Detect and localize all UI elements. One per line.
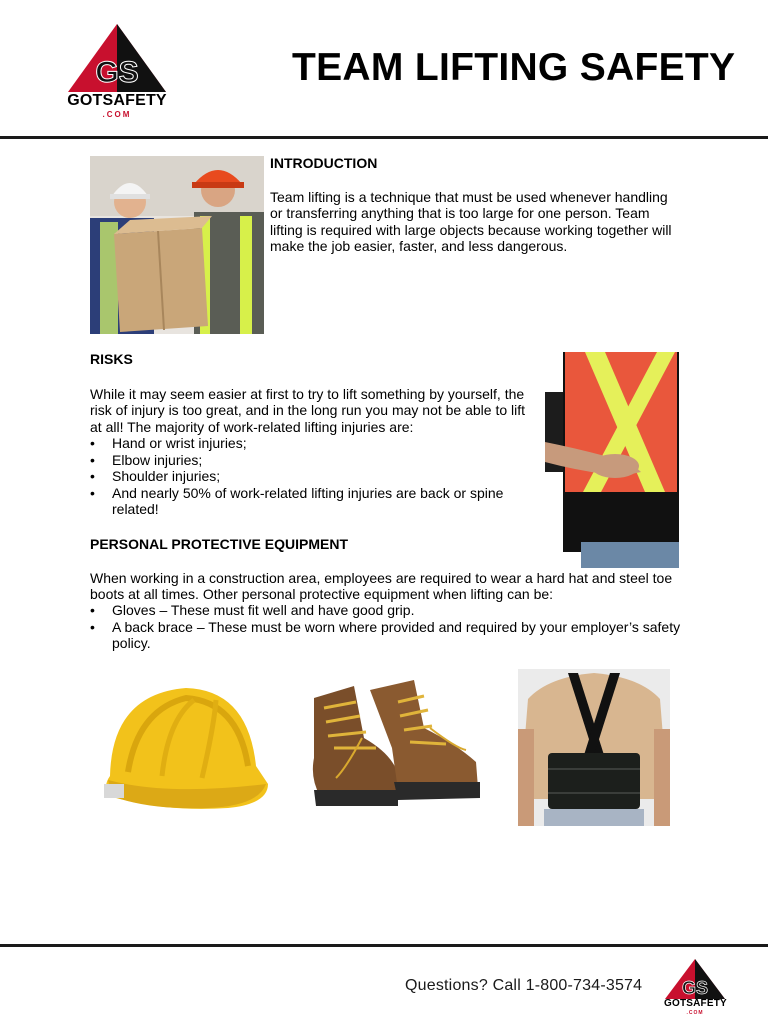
logo-wordmark: GOTSAFETY [67, 92, 167, 109]
logo-triangle-icon [664, 958, 726, 1000]
list-item: • Gloves – These must fit well and have good grip. [90, 602, 690, 619]
risks-heading: RISKS [90, 351, 133, 367]
logo-wordmark: GOTSAFETY [664, 998, 727, 1009]
gotsafety-logo-footer [664, 958, 726, 1018]
logo-triangle-icon [66, 22, 168, 94]
header-divider [0, 136, 768, 139]
gotsafety-logo [66, 22, 168, 122]
worker-back-pain-photo [545, 352, 679, 568]
list-item: • Shoulder injuries; [90, 468, 520, 485]
introduction-text: Team lifting is a technique that must be used whenever handling or transferring anything that is too large for one person. Team lifting is required with large objects because working together will make the job easier, faster, and less dangerous. [270, 189, 672, 254]
steel-toe-boots-photo [306, 678, 482, 812]
page-title: TEAM LIFTING SAFETY [292, 46, 736, 89]
list-item: • A back brace – These must be worn where provided and required by your employer’s safety policy. [90, 619, 690, 652]
list-item: • Hand or wrist injuries; [90, 435, 520, 452]
list-item: • Elbow injuries; [90, 452, 520, 469]
list-item: • And nearly 50% of work-related lifting injuries are back or spine related! [90, 485, 520, 518]
workers-carrying-box-photo [90, 156, 264, 334]
ppe-heading: PERSONAL PROTECTIVE EQUIPMENT [90, 536, 348, 552]
footer-divider [0, 944, 768, 947]
risks-text: While it may seem easier at first to try to lift something by yourself, the risk of injury is too great, and in the long run you may not be able to lift at all! The majority of work-related lifting injuries are: [90, 386, 526, 435]
hard-hat-photo [98, 680, 276, 812]
ppe-text: When working in a construction area, employees are required to wear a hard hat and steel toe boots at all times. Other personal protective equipment when lifting can be: [90, 570, 673, 603]
logo-domain: .COM [686, 1010, 704, 1016]
ppe-list [90, 602, 690, 652]
introduction-heading: INTRODUCTION [270, 155, 378, 171]
contact-phone-text: Questions? Call 1-800-734-3574 [405, 977, 643, 994]
logo-mark: GS [95, 56, 139, 89]
logo-domain: .COM [102, 110, 132, 119]
back-brace-photo [518, 669, 670, 826]
risks-list [90, 435, 520, 518]
logo-mark: GS [681, 978, 709, 998]
